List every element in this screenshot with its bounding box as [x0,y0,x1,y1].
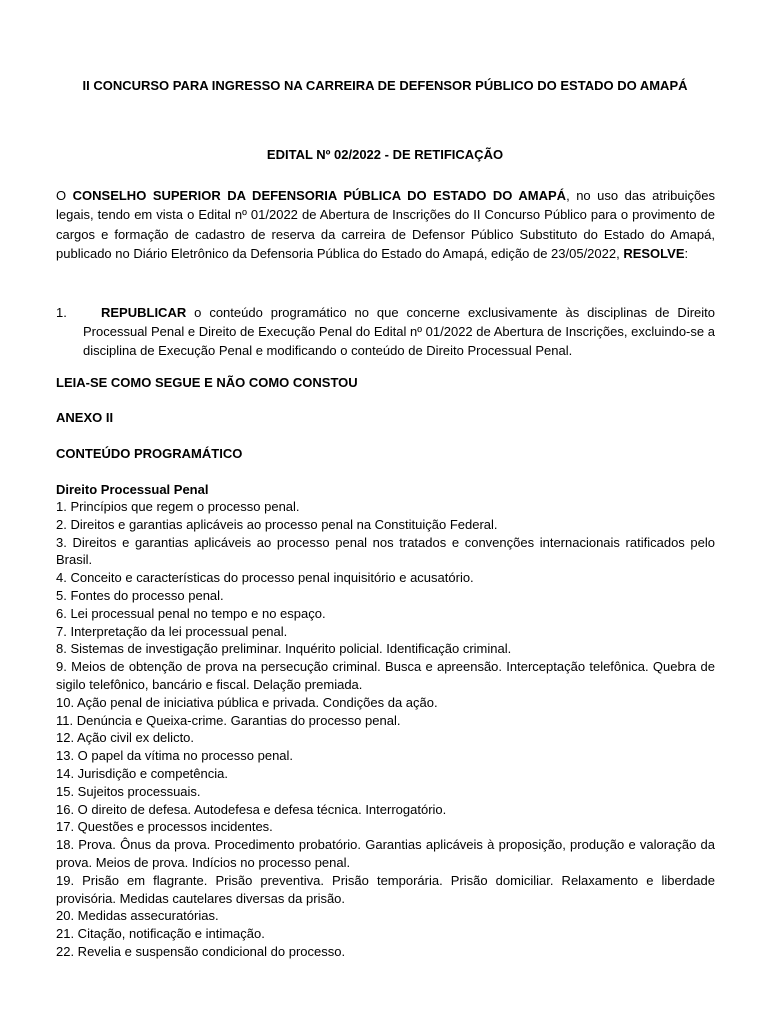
intro-suffix: : [684,245,689,261]
edital-title: EDITAL Nº 02/2022 - DE RETIFICAÇÃO [266,147,504,162]
list-item: 12. Ação civil ex delicto. [56,730,195,746]
list-item: 18. Prova. Ônus da prova. Procedimento probatório. Garantias aplicáveis à proposição, produção e valoração da prova. Meios de prova. Indícios no processo penal. [56,837,715,870]
list-item: 19. Prisão em flagrante. Prisão preventiva. Prisão temporária. Prisão domiciliar. Relaxamento e liberdade provisória. Medidas cautelares diversas da prisão. [56,872,715,906]
intro-text: , no uso das atribuições legais, tendo em vista o Edital nº 01/2022 de Abertura de Inscrições do II Concurso Público para o provimento de cargos e formação de cadastro de reserva da carreira de Defensor Público Substituto do Estado do Amapá, publicado no Diário Eletrônico da Defensoria Pública do Estado do Amapá, edição de 23/05/2022, [56,188,715,261]
list-item: 7. Interpretação da lei processual penal. [56,623,288,639]
republicar-keyword: REPUBLICAR [101,305,187,320]
subject-heading: Direito Processual Penal [56,482,209,497]
list-item: 1. Princípios que regem o processo penal. [56,499,300,514]
resolution-item-1 [56,303,715,360]
list-item: 6. Lei processual penal no tempo e no espaço. [56,605,326,621]
list-item: 2. Direitos e garantias aplicáveis ao processo penal na Constituição Federal. [56,516,498,532]
list-item: 4. Conceito e características do processo penal inquisitório e acusatório. [56,570,474,586]
list-item: 5. Fontes do processo penal. [56,587,224,603]
intro-prefix: O [56,188,73,203]
list-item: 13. O papel da vítima no processo penal. [56,748,294,764]
annex-heading: ANEXO II [56,410,114,425]
list-item: 21. Citação, notificação e intimação. [56,926,265,942]
content-heading: CONTEÚDO PROGRAMÁTICO [56,446,243,461]
list-item: 8. Sistemas de investigação preliminar. Inquérito policial. Identificação criminal. [56,641,512,657]
topic-list [56,498,715,961]
document-title: II CONCURSO PARA INGRESSO NA CARREIRA DE DEFENSOR PÚBLICO DO ESTADO DO AMAPÁ [82,78,688,93]
intro-paragraph [56,186,715,263]
list-item: 9. Meios de obtenção de prova na persecução criminal. Busca e apreensão. Interceptação telefônica. Quebra de sigilo telefônico, bancário e fiscal. Delação premiada. [56,659,715,692]
list-item: 3. Direitos e garantias aplicáveis ao processo penal nos tratados e convenções internacionais ratificados pelo Brasil. [56,534,715,568]
list-item: 15. Sujeitos processuais. [56,783,201,799]
leia-se-heading: LEIA-SE COMO SEGUE E NÃO COMO CONSTOU [56,375,358,390]
list-item: 10. Ação penal de iniciativa pública e privada. Condições da ação. [56,694,438,710]
list-item: 20. Medidas assecuratórias. [56,908,219,924]
resolve-keyword: RESOLVE [623,245,685,261]
council-name: CONSELHO SUPERIOR DA DEFENSORIA PÚBLICA DO ESTADO DO AMAPÁ [72,188,567,203]
item-number: 1. [56,305,67,320]
list-item: 22. Revelia e suspensão condicional do processo. [56,943,346,959]
list-item: 17. Questões e processos incidentes. [56,819,273,835]
list-item: 16. O direito de defesa. Autodefesa e defesa técnica. Interrogatório. [56,801,447,817]
item-text: o conteúdo programático no que concerne exclusivamente às disciplinas de Direito Processual Penal e Direito de Execução Penal do Edital nº 01/2022 de Abertura de Inscrições, excluindo-se a disciplina de Execução Penal e modificando o conteúdo de Direito Processual Penal. [83,305,715,358]
list-item: 14. Jurisdição e competência. [56,765,228,781]
item-body [83,303,715,360]
list-item: 11. Denúncia e Queixa-crime. Garantias do processo penal. [56,712,401,728]
